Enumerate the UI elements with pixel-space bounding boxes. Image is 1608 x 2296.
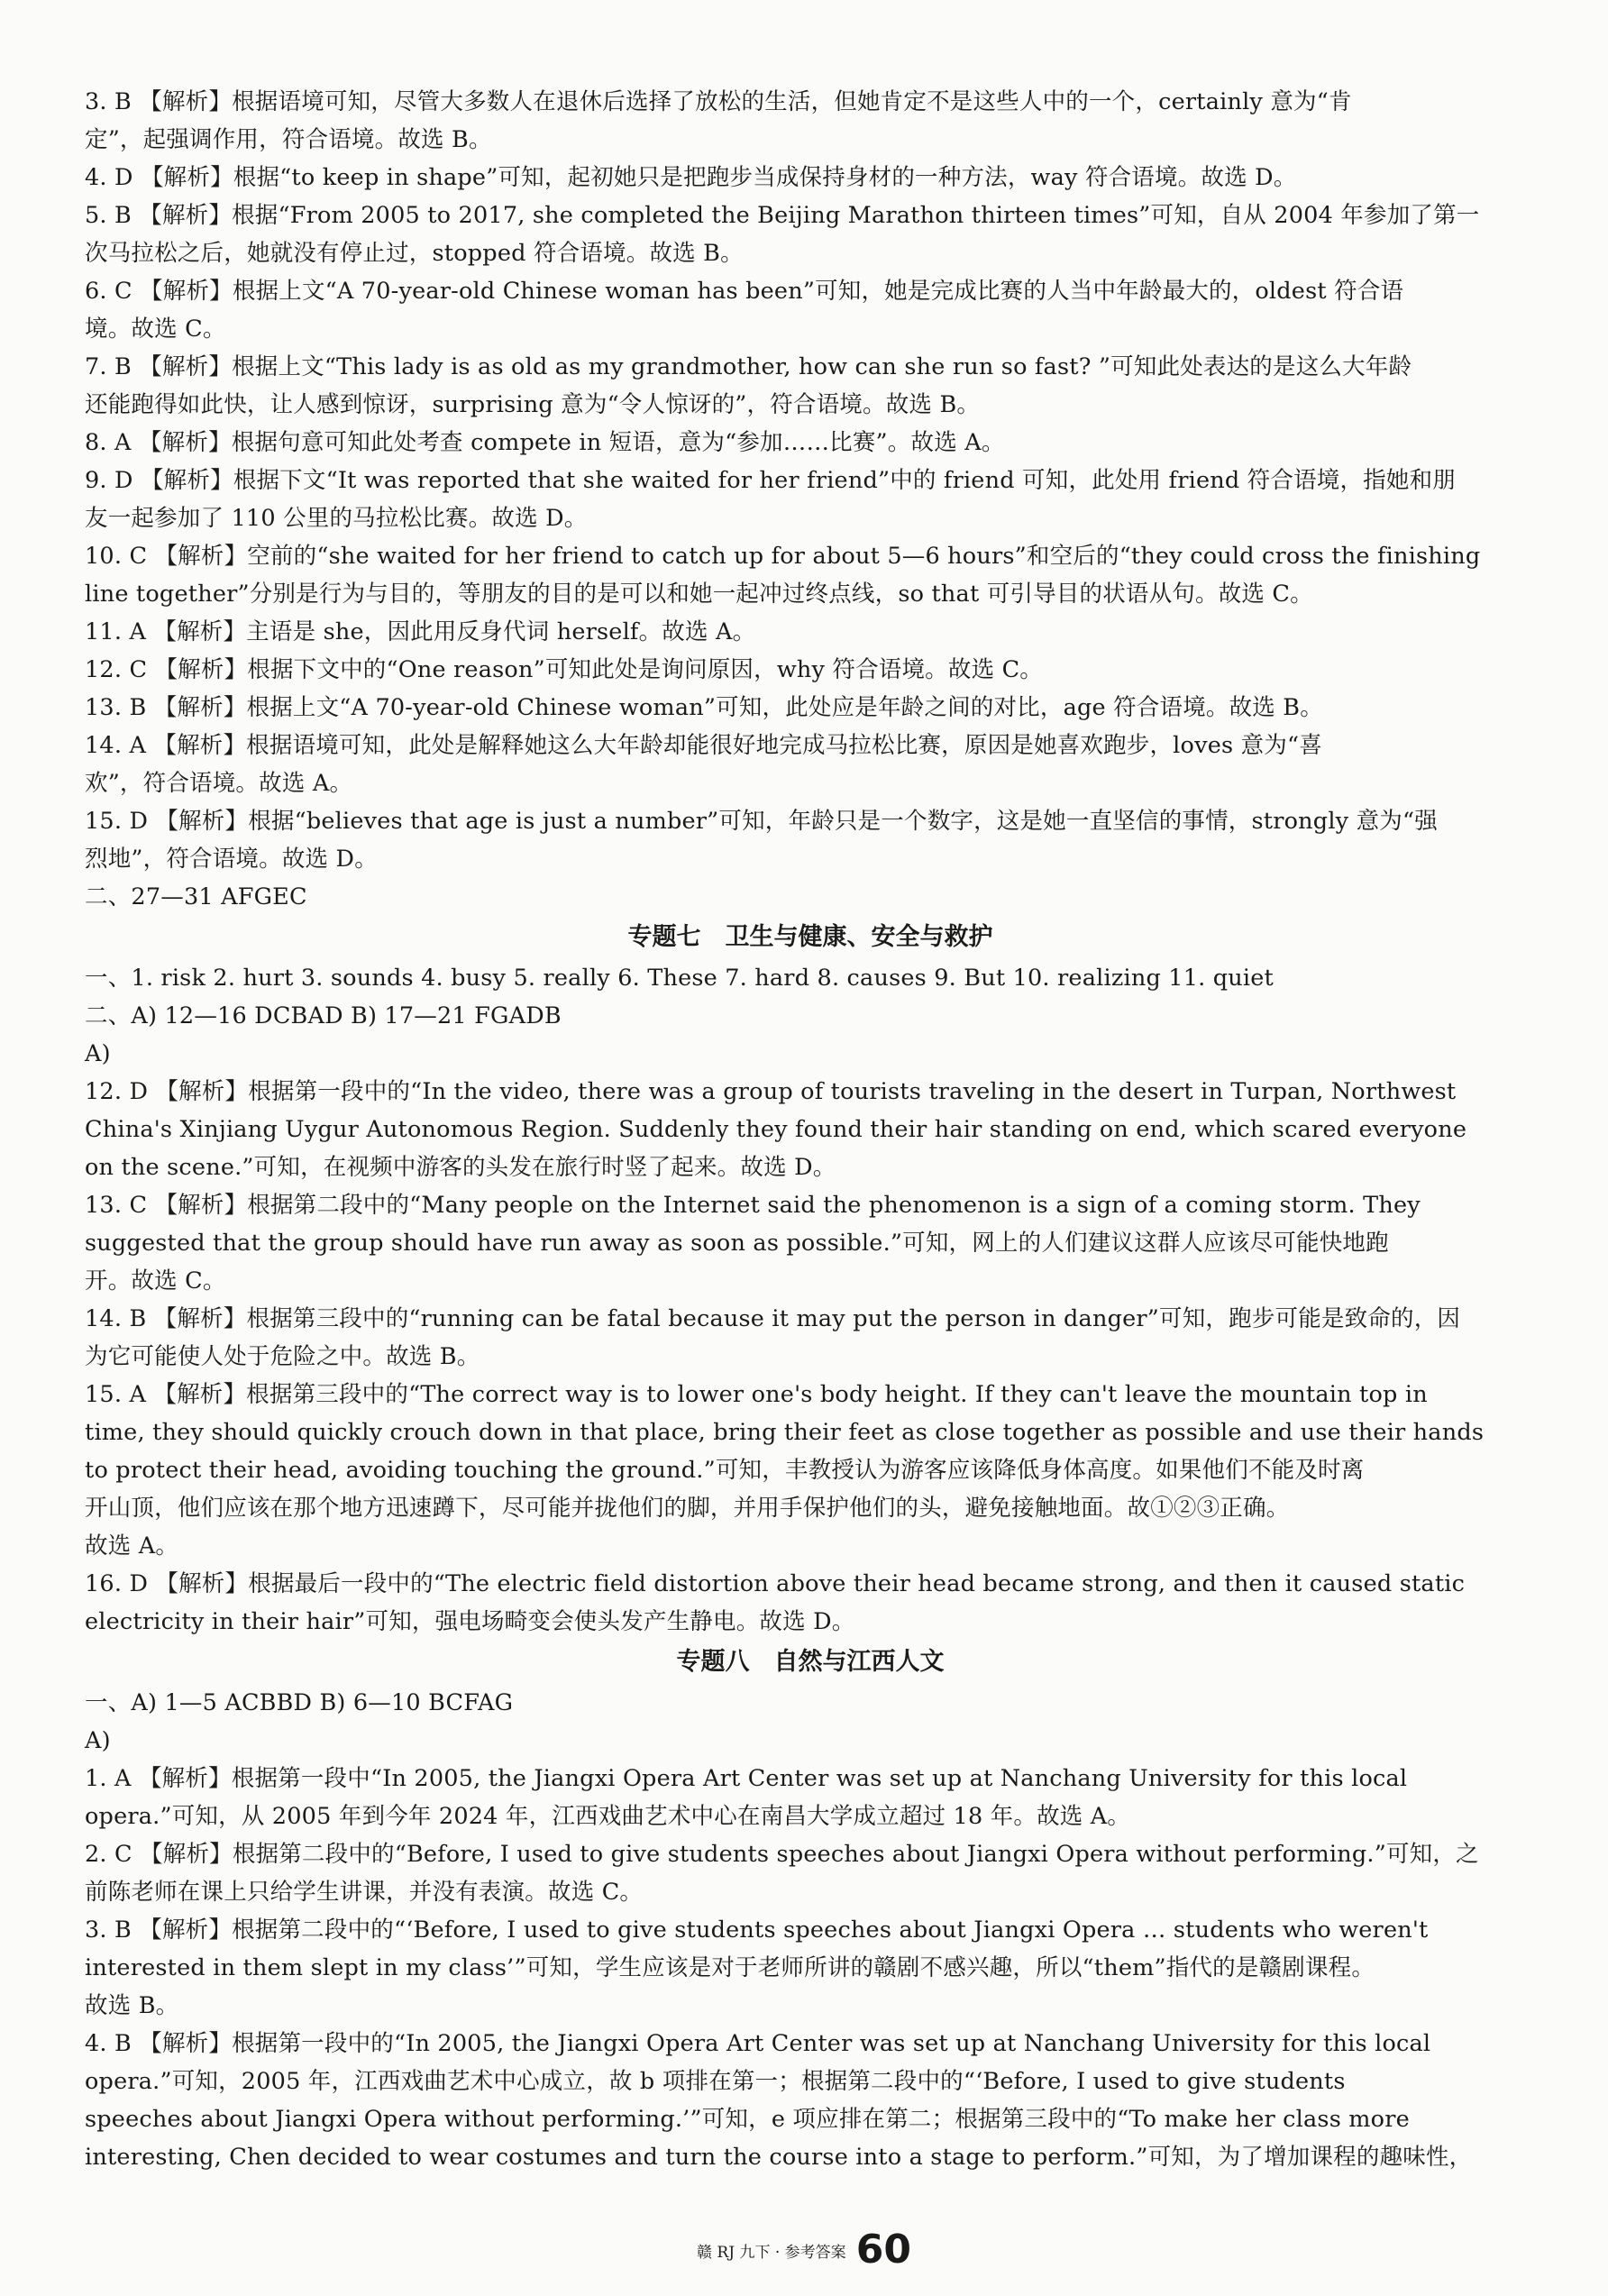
text-line: 次马拉松之后，她就没有停止过，stopped 符合语境。故选 B。 xyxy=(85,240,744,267)
text-line: 16. D 【解析】根据最后一段中的“The electric field distortion above their head became strong, and then it caused static xyxy=(85,1570,1466,1597)
text-line: suggested that the group should have run away as soon as possible.”可知，网上的人们建议这群人应该尽可能快地跑 xyxy=(85,1230,1389,1257)
footer-label: 赣 RJ 九下 · 参考答案 xyxy=(697,2244,846,2262)
text-line: 4. B 【解析】根据第一段中的“In 2005, the Jiangxi Opera Art Center was set up at Nanchang University for this local xyxy=(85,2030,1431,2057)
text-line: 还能跑得如此快，让人感到惊讶，surprising 意为“令人惊讶的”，符合语境。故选 B。 xyxy=(85,391,981,418)
text-line: 15. D 【解析】根据“believes that age is just a number”可知，年龄只是一个数字，这是她一直坚信的事情，strongly 意为“强 xyxy=(85,808,1438,835)
answer-lines-section7 xyxy=(85,959,1536,1641)
text-line: 14. A 【解析】根据语境可知，此处是解释她这么大年龄却能很好地完成马拉松比赛，原因是她喜欢跑步，loves 意为“喜 xyxy=(85,732,1322,759)
text-line: electricity in their hair”可知，强电场畸变会使头发产生静电。故选 D。 xyxy=(85,1608,855,1635)
answer-lines-section8 xyxy=(85,1684,1536,2176)
text-line: 开。故选 C。 xyxy=(85,1267,226,1294)
text-line: 为它可能使人处于危险之中。故选 B。 xyxy=(85,1343,480,1370)
text-line: 13. C 【解析】根据第二段中的“Many people on the Internet said the phenomenon is a sign of a coming storm. They xyxy=(85,1192,1421,1219)
text-line: 12. D 【解析】根据第一段中的“In the video, there was a group of tourists traveling in the desert in Turpan, Northwest xyxy=(85,1078,1457,1105)
text-line: 开山顶，他们应该在那个地方迅速蹲下，尽可能并拢他们的脚，并用手保护他们的头，避免接触地面。故①②③正确。 xyxy=(85,1495,1290,1522)
page-number: 60 xyxy=(855,2227,911,2273)
text-line: 烈地”，符合语境。故选 D。 xyxy=(85,846,378,873)
text-line: speeches about Jiangxi Opera without performing.’”可知，e 项应排在第二；根据第三段中的“To make her class more xyxy=(85,2106,1410,2133)
text-line: 3. B 【解析】根据第二段中的“‘Before, I used to give students speeches about Jiangxi Opera … students who weren't xyxy=(85,1916,1429,1944)
text-line: 故选 A。 xyxy=(85,1532,179,1560)
text-line: line together”分别是行为与目的，等朋友的目的是可以和她一起冲过终点线，so that 可引导目的状语从句。故选 C。 xyxy=(85,581,1313,608)
text-line: 前陈老师在课上只给学生讲课，并没有表演。故选 C。 xyxy=(85,1879,644,1906)
text-line: 14. B 【解析】根据第三段中的“running can be fatal because it may put the person in danger”可知，跑步可能是致命的，因 xyxy=(85,1305,1461,1332)
text-line: opera.”可知，2005 年，江西戏曲艺术中心成立，故 b 项排在第一；根据第二段中的“‘Before, I used to give students xyxy=(85,2068,1346,2095)
text-line: 二、A) 12—16 DCBAD B) 17—21 FGADB xyxy=(85,1002,562,1029)
text-line: 1. A 【解析】根据第一段中“In 2005, the Jiangxi Opera Art Center was set up at Nanchang University for this local xyxy=(85,1765,1408,1792)
text-line: 13. B 【解析】根据上文“A 70-year-old Chinese woman”可知，此处应是年龄之间的对比，age 符合语境。故选 B。 xyxy=(85,694,1323,721)
text-line: 11. A 【解析】主语是 she，因此用反身代词 herself。故选 A。 xyxy=(85,618,756,645)
text-line: to protect their head, avoiding touching the ground.”可知，丰教授认为游客应该降低身体高度。如果他们不能及时离 xyxy=(85,1457,1365,1484)
text-line: interesting, Chen decided to wear costumes and turn the course into a stage to perform.”可知，为了增加课程的趣味性， xyxy=(85,2144,1473,2171)
text-line: 10. C 【解析】空前的“she waited for her friend to catch up for about 5—6 hours”和空后的“they could cross the finishing xyxy=(85,543,1481,570)
text-line: interested in them slept in my class’”可知，学生应该是对于老师所讲的赣剧不感兴趣，所以“them”指代的是赣剧课程。 xyxy=(85,1954,1375,1981)
text-line: China's Xinjiang Uygur Autonomous Region. Suddenly they found their hair standing on end, which scared everyone xyxy=(85,1116,1467,1143)
text-line: 定”，起强调作用，符合语境。故选 B。 xyxy=(85,126,492,153)
page-content xyxy=(85,83,1536,2176)
text-line: 一、A) 1—5 ACBBD B) 6—10 BCFAG xyxy=(85,1689,514,1716)
text-line: 2. C 【解析】根据第二段中的“Before, I used to give students speeches about Jiangxi Opera without performing.”可知，之 xyxy=(85,1841,1479,1868)
text-line: 9. D 【解析】根据下文“It was reported that she waited for her friend”中的 friend 可知，此处用 friend 符合语境，指她和朋 xyxy=(85,467,1456,494)
text-line: on the scene.”可知，在视频中游客的头发在旅行时竖了起来。故选 D。 xyxy=(85,1154,836,1181)
text-line: 5. B 【解析】根据“From 2005 to 2017, she completed the Beijing Marathon thirteen times”可知，自从 2004 年参加了第一 xyxy=(85,202,1480,229)
text-line: 15. A 【解析】根据第三段中的“The correct way is to lower one's body height. If they can't leave the mountain top in xyxy=(85,1381,1428,1408)
text-line: 境。故选 C。 xyxy=(85,316,226,343)
page-footer xyxy=(0,2227,1608,2273)
text-line: 二、27—31 AFGEC xyxy=(85,883,307,910)
text-line: 3. B 【解析】根据语境可知，尽管大多数人在退休后选择了放松的生活，但她肯定不是这些人中的一个，certainly 意为“肯 xyxy=(85,88,1352,115)
text-line: A) xyxy=(85,1040,111,1067)
section-7-title: 专题七 卫生与健康、安全与救护 xyxy=(627,923,993,951)
text-line: time, they should quickly crouch down in that place, bring their feet as close together as possible and use their hands xyxy=(85,1419,1485,1446)
text-line: 4. D 【解析】根据“to keep in shape”可知，起初她只是把跑步当成保持身材的一种方法，way 符合语境。故选 D。 xyxy=(85,164,1297,191)
text-line: 8. A 【解析】根据句意可知此处考查 compete in 短语，意为“参加……比赛”。故选 A。 xyxy=(85,429,1005,456)
text-line: 12. C 【解析】根据下文中的“One reason”可知此处是询问原因，why 符合语境。故选 C。 xyxy=(85,656,1043,683)
text-line: 欢”，符合语境。故选 A。 xyxy=(85,770,353,797)
text-line: 7. B 【解析】根据上文“This lady is as old as my grandmother, how can she run so fast? ”可知此处表达的是这么大年龄 xyxy=(85,353,1412,380)
answer-lines-section6 xyxy=(85,83,1536,916)
section-8-title: 专题八 自然与江西人文 xyxy=(676,1648,945,1676)
text-line: 友一起参加了 110 公里的马拉松比赛。故选 D。 xyxy=(85,505,588,532)
text-line: 故选 B。 xyxy=(85,1992,179,2019)
text-line: opera.”可知，从 2005 年到今年 2024 年，江西戏曲艺术中心在南昌大学成立超过 18 年。故选 A。 xyxy=(85,1803,1131,1830)
text-line: A) xyxy=(85,1727,111,1754)
text-line: 一、1. risk 2. hurt 3. sounds 4. busy 5. really 6. These 7. hard 8. causes 9. But 10. realizing 11. quiet xyxy=(85,965,1274,992)
text-line: 6. C 【解析】根据上文“A 70-year-old Chinese woman has been”可知，她是完成比赛的人当中年龄最大的，oldest 符合语 xyxy=(85,278,1404,305)
